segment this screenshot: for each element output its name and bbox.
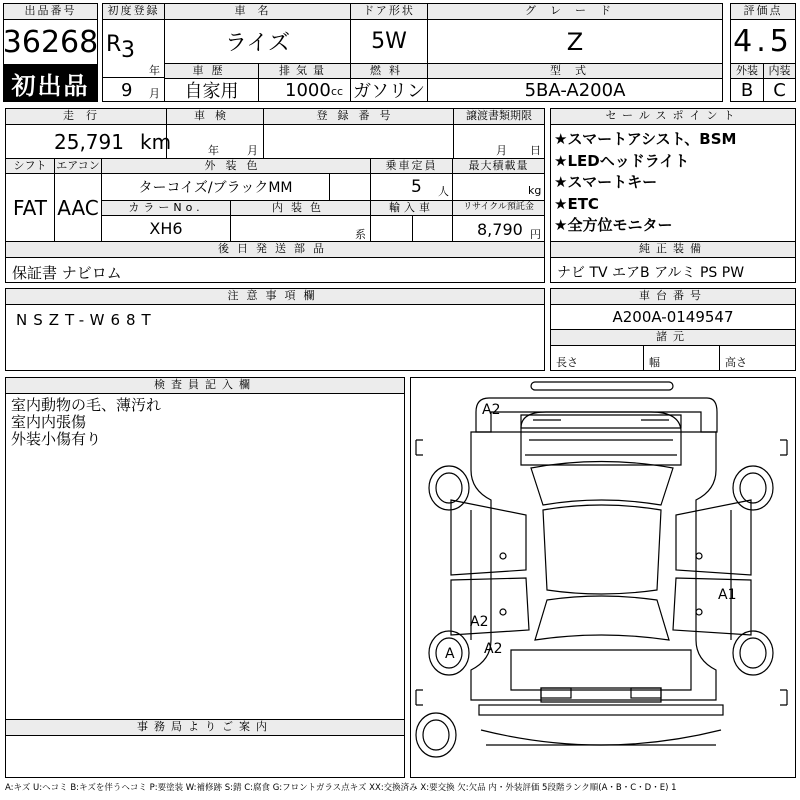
displacement-cell bbox=[258, 78, 351, 102]
inspection-header: 車検 bbox=[166, 108, 264, 125]
notes: NSZT-W68T bbox=[5, 304, 545, 371]
transfer-deadline-cell bbox=[453, 124, 545, 159]
height-cell bbox=[719, 345, 796, 371]
inspection-cell bbox=[166, 124, 264, 159]
sales-point-item: ★全方位モニター bbox=[554, 216, 673, 234]
inspector-notes-header: 検査員記入欄 bbox=[5, 377, 405, 394]
office-info bbox=[5, 735, 405, 778]
mileage: 25,791 bbox=[54, 130, 124, 154]
later-parts: 保証書 ナビロム bbox=[5, 257, 545, 283]
fuel: ガソリン bbox=[350, 78, 428, 102]
exterior-color-header: 外装色 bbox=[101, 158, 371, 174]
inspector-note-line: 外装小傷有り bbox=[11, 430, 102, 448]
recycle-fee: 8,790 bbox=[477, 220, 523, 239]
equipment: ナビ TV エアB アルミ PS PW bbox=[550, 257, 796, 283]
damage-mark: A2 bbox=[484, 641, 503, 657]
interior-color-cell bbox=[230, 215, 371, 242]
chassis-number: A200A-0149547 bbox=[550, 304, 796, 330]
damage-legend: A:キズ U:ヘコミ B:キズを伴うヘコミ P:要塗装 W:補修跡 S:錆 C:腐食 G:フロントガラス点キズ XX:交換済み X:要交換 欠:欠品 内・外装評価 5段階ランク順(A・B・C・D・E) 1 bbox=[5, 783, 677, 793]
transfer-month-unit: 月 bbox=[496, 144, 507, 157]
notes-header: 注意事項欄 bbox=[5, 288, 545, 305]
first-registration-header: 初度登録 bbox=[102, 3, 165, 20]
aircon: AAC bbox=[54, 173, 102, 242]
door-type-header: ドア形状 bbox=[350, 3, 428, 20]
damage-mark: A1 bbox=[718, 587, 737, 603]
month-unit: 月 bbox=[149, 87, 160, 100]
later-parts-header: 後日発送部品 bbox=[5, 241, 545, 258]
width-label: 幅 bbox=[649, 356, 660, 369]
exterior-color: ターコイズ/ブラックMM bbox=[101, 173, 330, 201]
displacement: 1000 bbox=[285, 80, 331, 101]
damage-mark: A bbox=[445, 646, 455, 662]
interior-color-header: 内装色 bbox=[230, 200, 371, 216]
lot-number: 36268 bbox=[3, 19, 98, 65]
max-load-unit: kg bbox=[528, 184, 542, 197]
office-info-header: 事務局よりご案内 bbox=[5, 719, 405, 736]
interior-color-unit: 系 bbox=[355, 228, 366, 241]
capacity-cell bbox=[370, 173, 453, 201]
shift: FAT bbox=[5, 173, 55, 242]
inspector-notes bbox=[5, 393, 405, 720]
year: 3 bbox=[121, 38, 135, 63]
recycle-fee-cell bbox=[452, 215, 545, 242]
import-cell-right bbox=[412, 215, 453, 242]
inspection-month-unit: 月 bbox=[247, 144, 258, 157]
dimensions-header: 諸元 bbox=[550, 329, 796, 346]
max-load-cell bbox=[452, 173, 545, 201]
fuel-header: 燃料 bbox=[350, 63, 428, 79]
exterior-grade: B bbox=[730, 78, 764, 102]
car-name: ライズ bbox=[164, 19, 351, 64]
model-code: 5BA-A200A bbox=[427, 78, 723, 102]
sales-points-list bbox=[550, 124, 796, 242]
sales-point-item: ★LEDヘッドライト bbox=[554, 151, 690, 170]
import-cell-left bbox=[370, 215, 413, 242]
sales-point-item: ★ETC bbox=[554, 194, 599, 213]
model-code-header: 型式 bbox=[427, 63, 723, 79]
first-listing-badge: 初出品 bbox=[3, 64, 98, 102]
month: 9 bbox=[121, 80, 133, 101]
score-header: 評価点 bbox=[730, 3, 796, 20]
interior-grade-header: 内装 bbox=[763, 63, 796, 79]
car-damage-diagram bbox=[411, 378, 795, 777]
registration-number-header: 登録番号 bbox=[263, 108, 454, 125]
score: 4.5 bbox=[730, 19, 796, 64]
equipment-header: 純正装備 bbox=[550, 241, 796, 258]
color-number: XH6 bbox=[101, 215, 231, 242]
first-registration-year-cell bbox=[102, 19, 165, 78]
year-unit: 年 bbox=[149, 64, 160, 77]
lot-number-header: 出品番号 bbox=[3, 3, 98, 20]
height-label: 高さ bbox=[725, 356, 747, 369]
mileage-unit: km bbox=[140, 130, 172, 154]
sales-points-header: セールスポイント bbox=[550, 108, 796, 125]
chassis-number-header: 車台番号 bbox=[550, 288, 796, 305]
sales-point-item: ★スマートアシスト、BSM bbox=[554, 130, 737, 148]
mileage-header: 走行 bbox=[5, 108, 167, 125]
transfer-deadline-header: 譲渡書類期限 bbox=[453, 108, 545, 125]
import-header: 輸入車 bbox=[370, 200, 453, 216]
capacity-unit: 人 bbox=[438, 185, 449, 198]
transfer-day-unit: 日 bbox=[530, 144, 541, 157]
era: R bbox=[106, 32, 122, 57]
displacement-header: 排気量 bbox=[258, 63, 351, 79]
capacity-header: 乗車定員 bbox=[370, 158, 453, 174]
width-cell bbox=[643, 345, 720, 371]
shift-header: シフト bbox=[5, 158, 55, 174]
door-type: 5W bbox=[350, 19, 428, 64]
history-header: 車歴 bbox=[164, 63, 259, 79]
damage-mark: A2 bbox=[482, 402, 501, 418]
aircon-header: エアコン bbox=[54, 158, 102, 174]
displacement-unit: cc bbox=[331, 85, 344, 98]
length-cell bbox=[550, 345, 644, 371]
exterior-grade-header: 外装 bbox=[730, 63, 764, 79]
inspector-note-line: 室内動物の毛、薄汚れ bbox=[11, 396, 162, 414]
damage-diagram-frame bbox=[410, 377, 796, 778]
grade: Z bbox=[427, 19, 723, 64]
damage-mark: A2 bbox=[470, 614, 489, 630]
interior-grade: C bbox=[763, 78, 796, 102]
mileage-cell bbox=[5, 124, 172, 159]
sales-point-item: ★スマートキー bbox=[554, 173, 658, 191]
first-registration-month-cell bbox=[102, 77, 165, 102]
inspector-note-line: 室内内張傷 bbox=[11, 413, 87, 431]
recycle-fee-header: リサイクル預託金 bbox=[452, 200, 545, 216]
capacity: 5 bbox=[411, 177, 422, 197]
recycle-fee-unit: 円 bbox=[530, 228, 541, 241]
registration-number bbox=[263, 124, 454, 159]
inspection-year-unit: 年 bbox=[208, 144, 219, 157]
car-name-header: 車名 bbox=[164, 3, 351, 20]
color-number-header: カラーNo. bbox=[101, 200, 231, 216]
length-label: 長さ bbox=[556, 356, 578, 369]
grade-header: グレード bbox=[427, 3, 723, 20]
history: 自家用 bbox=[164, 78, 259, 102]
exterior-color-blank bbox=[329, 173, 371, 201]
max-load-header: 最大積載量 bbox=[452, 158, 545, 174]
